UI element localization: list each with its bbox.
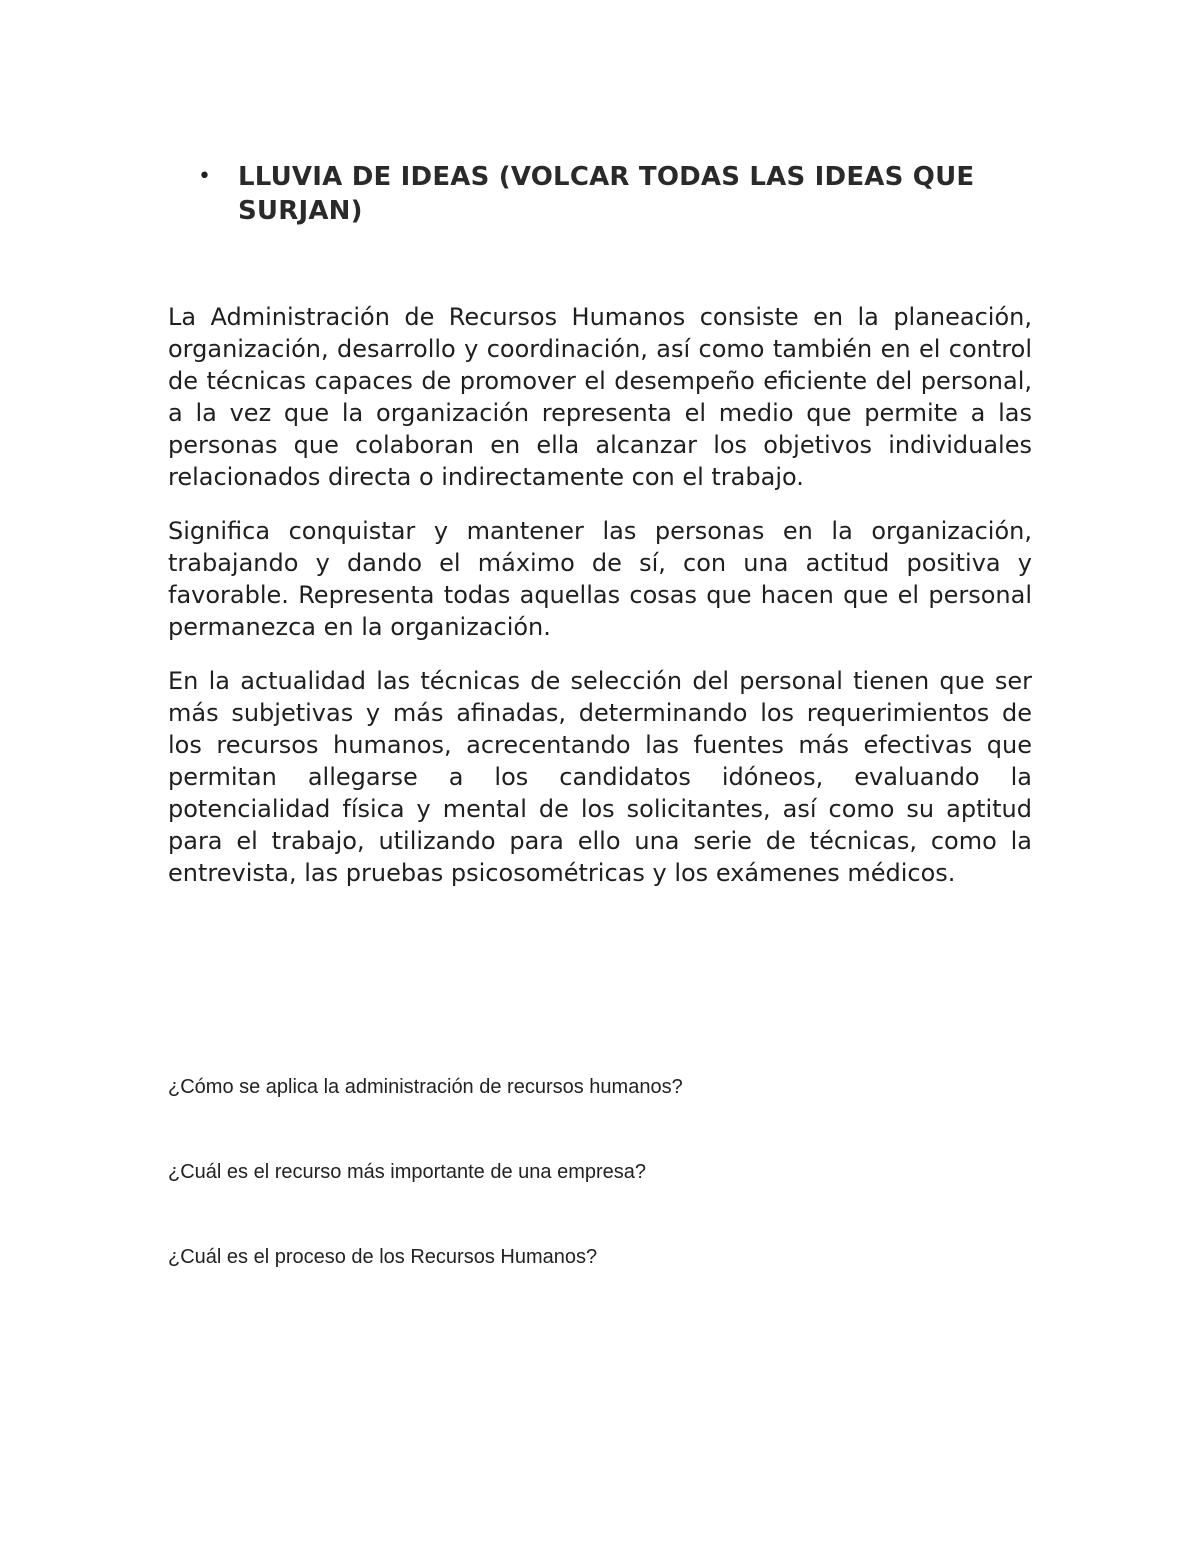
bullet-icon: • xyxy=(198,164,211,189)
question-3: ¿Cuál es el proceso de los Recursos Humanos? xyxy=(168,1246,598,1268)
questions-list xyxy=(168,1073,1032,1328)
page-heading: LLUVIA DE IDEAS (VOLCAR TODAS LAS IDEAS QUE SURJAN) xyxy=(238,162,975,226)
body-text xyxy=(168,301,1032,911)
paragraph-3: En la actualidad las técnicas de selección del personal tienen que ser más subjetivas y más afinadas, determinando los requerimientos de los recursos humanos, acrecentando las fuentes más efectivas que permitan allegarse a los candidatos idóneos, evaluando la potencialidad física y mental de los solicitantes, así como su aptitud para el trabajo, utilizando para ello una serie de técnicas, como la entrevista, las pruebas psicosométricas y los exámenes médicos. xyxy=(168,667,1032,887)
question-1: ¿Cómo se aplica la administración de recursos humanos? xyxy=(168,1076,683,1098)
question-2: ¿Cuál es el recurso más importante de una empresa? xyxy=(168,1161,647,1183)
heading-bullet-item xyxy=(198,160,1038,228)
paragraph-2: Significa conquistar y mantener las personas en la organización, trabajando y dando el máximo de sí, con una actitud positiva y favorable. Representa todas aquellas cosas que hacen que el personal permanezca en la organización. xyxy=(168,517,1032,641)
paragraph-1: La Administración de Recursos Humanos consiste en la planeación, organización, desarrollo y coordinación, así como también en el control de técnicas capaces de promover el desempeño eficiente del personal, a la vez que la organización representa el medio que permite a las personas que colaboran en ella alcanzar los objetivos individuales relacionados directa o indirectamente con el trabajo. xyxy=(168,303,1032,491)
